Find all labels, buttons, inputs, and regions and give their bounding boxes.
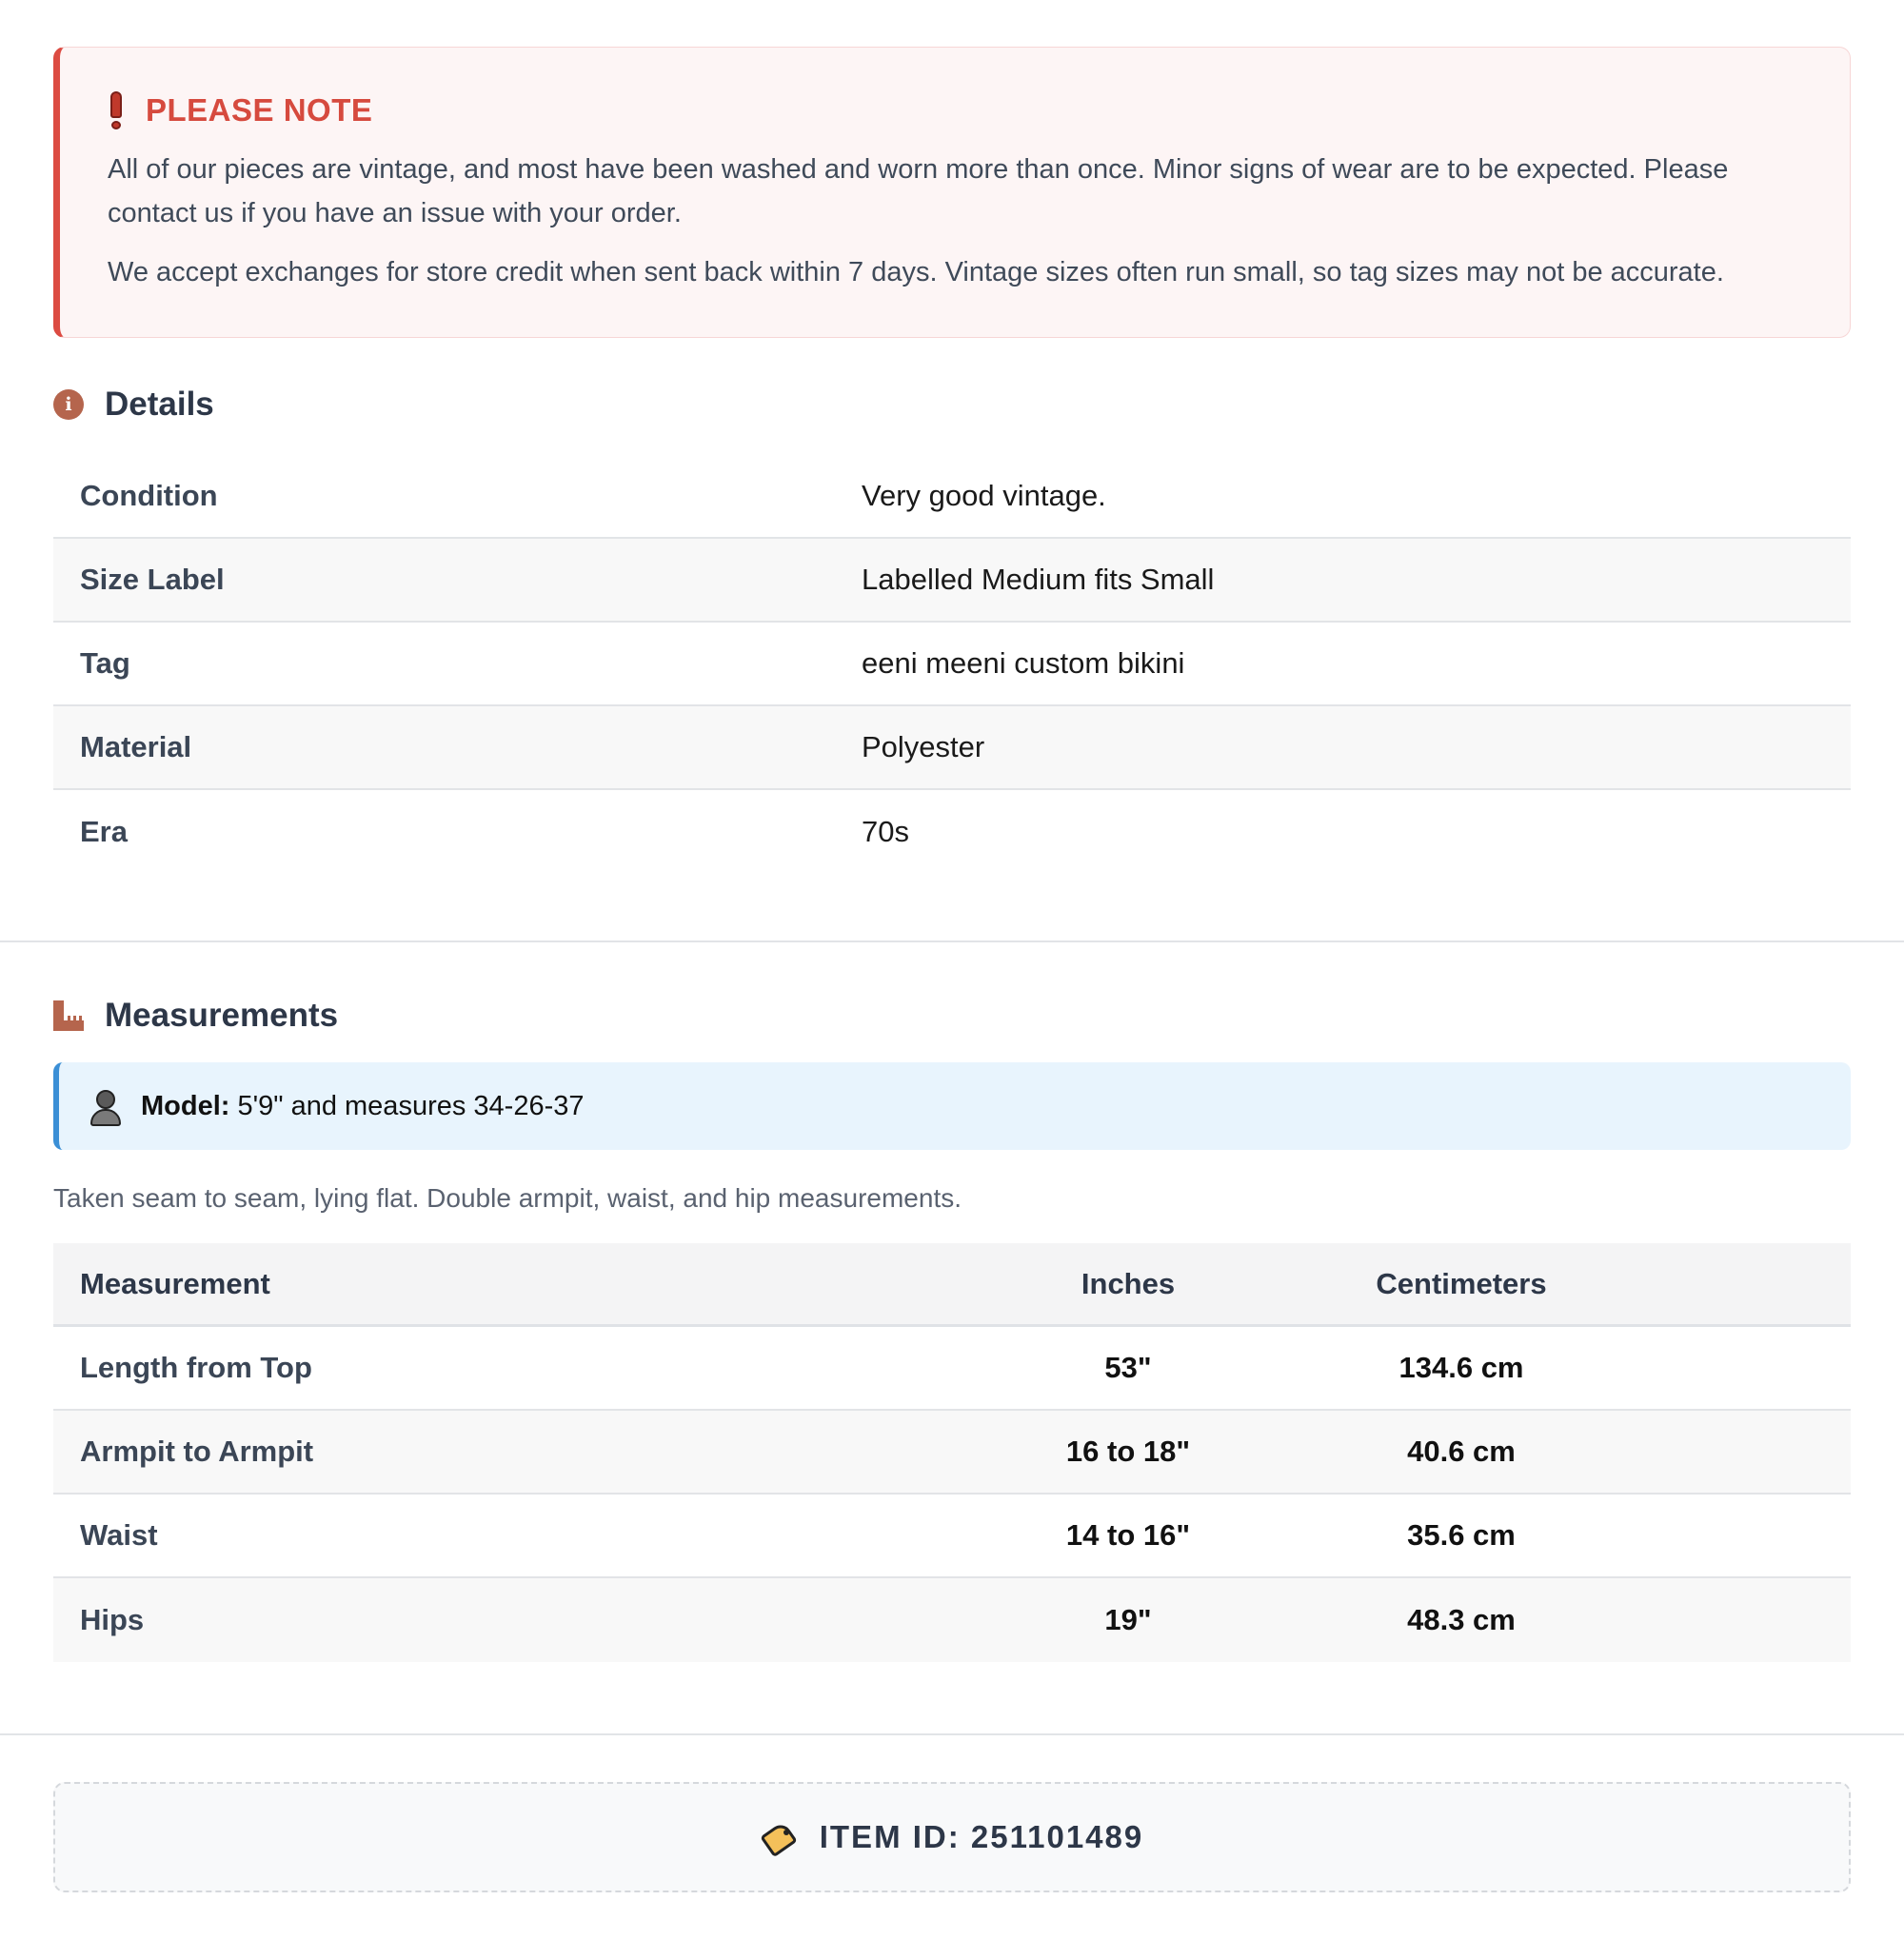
measurement-inches: 16 to 18" — [1065, 1435, 1191, 1468]
details-value: eeni meeni custom bikini — [862, 646, 1185, 680]
section-divider — [0, 940, 1904, 942]
model-info-box — [53, 1062, 1851, 1150]
details-row — [53, 623, 1851, 706]
details-value: 70s — [862, 815, 909, 848]
table-row — [53, 1578, 1851, 1662]
details-header — [53, 386, 214, 424]
ruler-icon — [53, 1000, 84, 1031]
info-icon: i — [53, 389, 84, 420]
measurement-name: Waist — [80, 1518, 158, 1552]
notice-header — [108, 89, 1802, 131]
details-value: Very good vintage. — [862, 479, 1106, 512]
details-row — [53, 706, 1851, 790]
details-row — [53, 539, 1851, 623]
measurement-name: Length from Top — [80, 1351, 312, 1384]
please-note-box — [53, 47, 1851, 338]
table-row — [53, 1495, 1851, 1578]
details-label: Condition — [80, 479, 218, 512]
measurement-inches: 14 to 16" — [1065, 1518, 1191, 1552]
header-measurement: Measurement — [80, 1266, 270, 1300]
details-row — [53, 790, 1851, 874]
model-text: 5'9" and measures 34-26-37 — [237, 1090, 585, 1121]
measurement-name: Armpit to Armpit — [80, 1435, 314, 1468]
person-icon — [89, 1090, 122, 1128]
details-label: Tag — [80, 646, 130, 680]
table-row — [53, 1411, 1851, 1495]
item-id: ITEM ID: 251101489 — [819, 1819, 1144, 1854]
notice-title: PLEASE NOTE — [146, 92, 373, 128]
tag-icon — [761, 1821, 799, 1859]
model-label: Model: — [141, 1090, 230, 1121]
section-divider — [0, 1733, 1904, 1735]
notice-paragraph-2: We accept exchanges for store credit when sent back within 7 days. Vintage sizes often run small, so tag sizes may not be accurate. — [108, 257, 1724, 287]
measurement-name: Hips — [80, 1603, 145, 1636]
measurement-note: Taken seam to seam, lying flat. Double armpit, waist, and hip measurements. — [53, 1183, 962, 1213]
measurement-cm: 40.6 cm — [1407, 1435, 1516, 1468]
measurement-cm: 134.6 cm — [1398, 1351, 1524, 1384]
header-inches: Inches — [1081, 1266, 1176, 1300]
details-row — [53, 455, 1851, 539]
measurement-inches: 19" — [1104, 1603, 1152, 1636]
details-title: Details — [105, 386, 214, 423]
measurement-cm: 35.6 cm — [1407, 1518, 1516, 1552]
details-label: Era — [80, 815, 128, 848]
exclamation-icon — [108, 91, 125, 129]
measurement-cm: 48.3 cm — [1407, 1603, 1516, 1636]
measurements-table — [53, 1243, 1851, 1662]
table-row — [53, 1327, 1851, 1411]
details-label: Material — [80, 730, 192, 763]
details-label: Size Label — [80, 563, 225, 596]
details-value: Polyester — [862, 730, 985, 763]
measurements-header — [53, 997, 338, 1035]
header-centimeters: Centimeters — [1376, 1266, 1547, 1300]
table-header-row — [53, 1243, 1851, 1327]
details-table — [53, 455, 1851, 874]
details-value: Labelled Medium fits Small — [862, 563, 1215, 596]
measurement-inches: 53" — [1104, 1351, 1152, 1384]
notice-paragraph-1: All of our pieces are vintage, and most have been washed and worn more than once. Minor signs of wear are to be expected. Please contact us if you have an issue with your order. — [108, 154, 1729, 228]
item-id-box — [53, 1782, 1851, 1892]
measurements-title: Measurements — [105, 997, 339, 1034]
